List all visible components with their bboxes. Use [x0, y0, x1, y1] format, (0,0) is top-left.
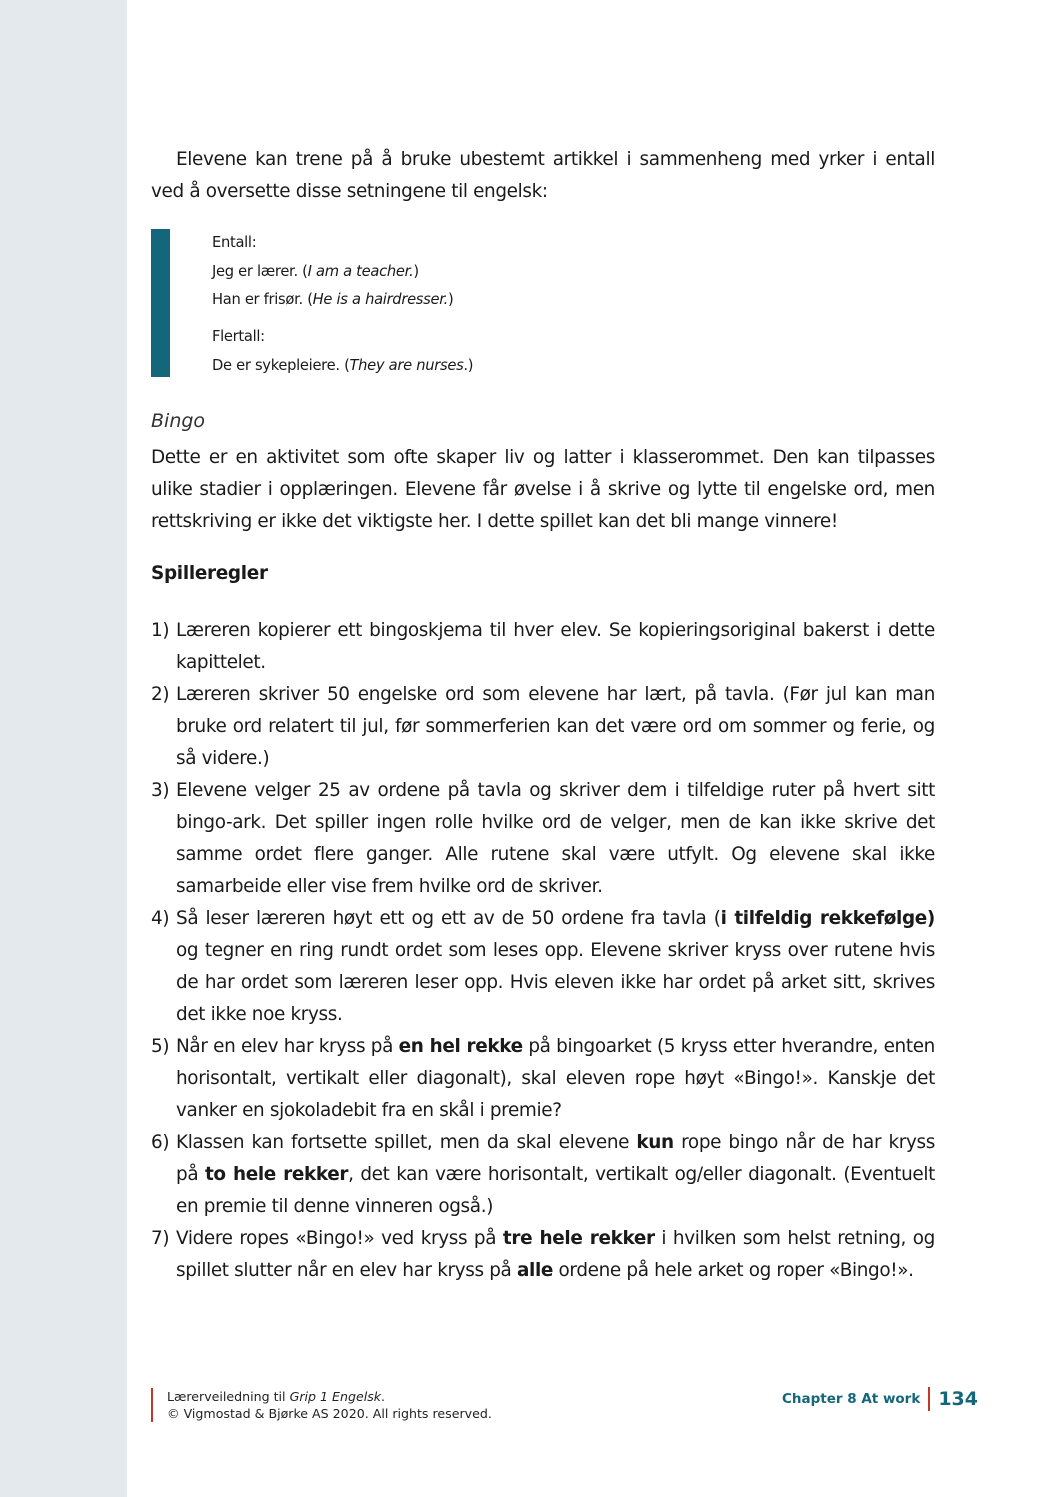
list-item: 7) Videre ropes «Bingo!» ved kryss på tre hele rekker i hvilken som helst retning, og spillet slutter når en elev har kryss på alle ordene på hele arket og roper «Bingo!». — [151, 1228, 935, 1281]
example-accent-bar — [151, 229, 170, 377]
section-title-bingo: Bingo — [151, 410, 206, 432]
page-number: 134 — [938, 1388, 978, 1410]
footer-guide-title: Lærerveiledning til Grip 1 Engelsk. — [167, 1389, 386, 1404]
list-item: 3) Elevene velger 25 av ordene på tavla og skriver dem i tilfeldige ruter på hvert sitt bingo-ark. Det spiller ingen rolle hvilke ord de velger, men de kan ikke skrive det samme ordet flere ganger. Alle rutene skal være utfylt. Og elevene skal ikke samarbeide eller vise frem hvilke ord de skriver. — [151, 780, 935, 897]
bingo-paragraph: Dette er en aktivitet som ofte skaper liv og latter i klasserommet. Den kan tilpasses ulike stadier i opplæringen. Elevene får øvelse i å skrive og lytte til engelske ord, men rettskriving er ikke det viktigste her. I dette spillet kan det bli mange vinnere! — [151, 447, 935, 532]
list-item: 6) Klassen kan fortsette spillet, men da skal elevene kun rope bingo når de har kryss på to hele rekker, det kan være horisontalt, vertikalt og/eller diagonalt. (Eventuelt en premie til denne vinneren også.) — [151, 1132, 936, 1217]
list-item: 4) Så leser læreren høyt ett og ett av de 50 ordene fra tavla (i tilfeldig rekkefølge) og tegner en ring rundt ordet som leses opp. Elevene skriver kryss over rutene hvis de har ordet som læreren leser opp. Hvis eleven ikke har ordet på arket sitt, skrives det ikke noe kryss. — [151, 908, 935, 1025]
rules-list — [151, 615, 935, 1287]
chapter-label: Chapter 8 At work — [781, 1391, 921, 1407]
footer-page-info — [782, 1386, 978, 1412]
side-margin-strip — [0, 0, 127, 1497]
example-box — [151, 229, 751, 377]
example-sentence: De er sykepleiere. (They are nurses.) — [212, 356, 474, 374]
rules-heading: Spilleregler — [151, 563, 268, 584]
singular-heading: Entall: — [212, 234, 257, 251]
intro-paragraph: Elevene kan trene på å bruke ubestemt artikkel i sammenheng med yrker i entall ved å oversette disse setningene til engelsk: — [151, 149, 935, 202]
page-content — [151, 0, 935, 1497]
list-item: 2) Læreren skriver 50 engelske ord som elevene har lært, på tavla. (Før jul kan man bruke ord relatert til jul, før sommerferien kan det være ord om sommer og ferie, og så videre.) — [151, 684, 935, 769]
example-sentences — [212, 229, 473, 380]
example-sentence: Han er frisør. (He is a hairdresser.) — [212, 291, 454, 309]
list-item: 1) Læreren kopierer ett bingoskjema til hver elev. Se kopieringsoriginal bakerst i dette kapittelet. — [151, 620, 935, 673]
example-sentence: Jeg er lærer. (I am a teacher.) — [212, 262, 419, 280]
footer-copyright: © Vigmostad & Bjørke AS 2020. All rights reserved. — [167, 1406, 492, 1421]
footer-credits — [151, 1388, 492, 1422]
list-item: 5) Når en elev har kryss på en hel rekke på bingoarket (5 kryss etter hverandre, enten horisontalt, vertikalt eller diagonalt), skal eleven rope høyt «Bingo!». Kanskje det vanker en sjokoladebit fra en skål i premie? — [151, 1036, 935, 1121]
plural-heading: Flertall: — [212, 328, 265, 346]
